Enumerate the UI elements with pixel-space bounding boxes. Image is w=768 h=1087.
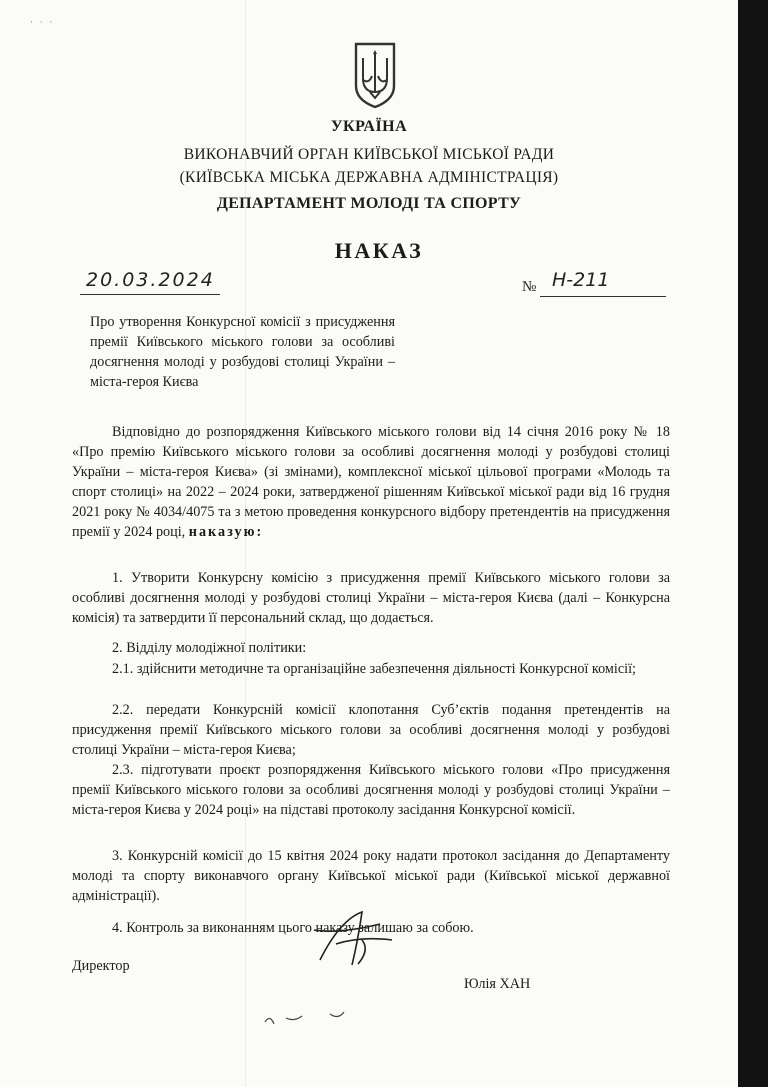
number-label: № — [522, 279, 537, 295]
number-underline — [540, 296, 666, 297]
organization-line-1: ВИКОНАВЧИЙ ОРГАН КИЇВСЬКОЇ МІСЬКОЇ РАДИ — [183, 146, 555, 163]
item-2-1: 2.1. здійснити методичне та організаційне забезпечення діяльності Конкурсної комісії; — [112, 661, 636, 677]
corner-mark: · · · — [30, 18, 55, 28]
department-title: ДЕПАРТАМЕНТ МОЛОДІ ТА СПОРТУ — [216, 195, 522, 212]
intro-paragraph — [72, 422, 670, 542]
item-1: 1. Утворити Конкурсну комісію з присудження премії Київського міського голови за особливі досягнення молоді у розбудові столиці України – міста-героя Києва (далі – Конкурсна комісія) та затвердити її персональний склад, що додається. — [72, 570, 670, 626]
date-underline — [80, 294, 220, 295]
order-number: Н-211 — [552, 269, 610, 291]
item-3: 3. Конкурсній комісії до 15 квітня 2024 року надати протокол засідання до Департаменту молоді та спорту виконавчого органу Київської міської ради (Київської міської державної адміністрації). — [72, 848, 670, 904]
intro-text: Відповідно до розпорядження Київського міського голови від 14 січня 2016 року № 18 «Про премію Київського міського голови за особливі досягнення молоді у розбудові столиці України – міста-героя Києва» (зі змінами), комплексної міської цільової програми «Молодь та спорт столиці» на 2022 – 2024 роки, затвердженої рішенням Київської міської ради від 16 грудня 2021 року № 4034/4075 та з метою проведення конкурсного відбору претендентів на присудження премії у 2024 році, — [72, 424, 670, 540]
item-2-3: 2.3. підготувати проєкт розпорядження Київського міського голови «Про присудження премії Київського міського голови за особливі досягнення молоді у розбудові столиці України – міста-героя Києва у 2024 році» на підставі протоколу засідання Конкурсної комісії. — [72, 762, 670, 818]
item-4: 4. Контроль за виконанням цього наказу залишаю за собою. — [112, 920, 474, 936]
country-title: УКРАЇНА — [330, 118, 408, 135]
pen-scribble — [260, 1002, 350, 1032]
document-type-title: НАКАЗ — [334, 238, 424, 263]
order-subject: Про утворення Конкурсної комісії з присудження премії Київського міського голови за особливі досягнення молоді у розбудові столиці України – міста-героя Києва — [90, 314, 395, 390]
item-2: 2. Відділу молодіжної політики: — [112, 640, 307, 656]
item-2-2: 2.2. передати Конкурсній комісії клопотання Суб’єктів подання претендентів на присудження премії Київського міського голови за особливі досягнення молоді у розбудові столиці України – міста-героя Києва; — [72, 702, 670, 758]
trident-emblem-icon — [350, 40, 400, 110]
order-date: 20.03.2024 — [86, 269, 215, 291]
signatory-name: Юлія ХАН — [464, 976, 531, 992]
signatory-title: Директор — [72, 958, 130, 974]
organization-line-2: (КИЇВСЬКА МІСЬКА ДЕРЖАВНА АДМІНІСТРАЦІЯ) — [179, 169, 559, 186]
order-word: наказую: — [188, 524, 264, 540]
handwritten-signature — [300, 910, 410, 970]
